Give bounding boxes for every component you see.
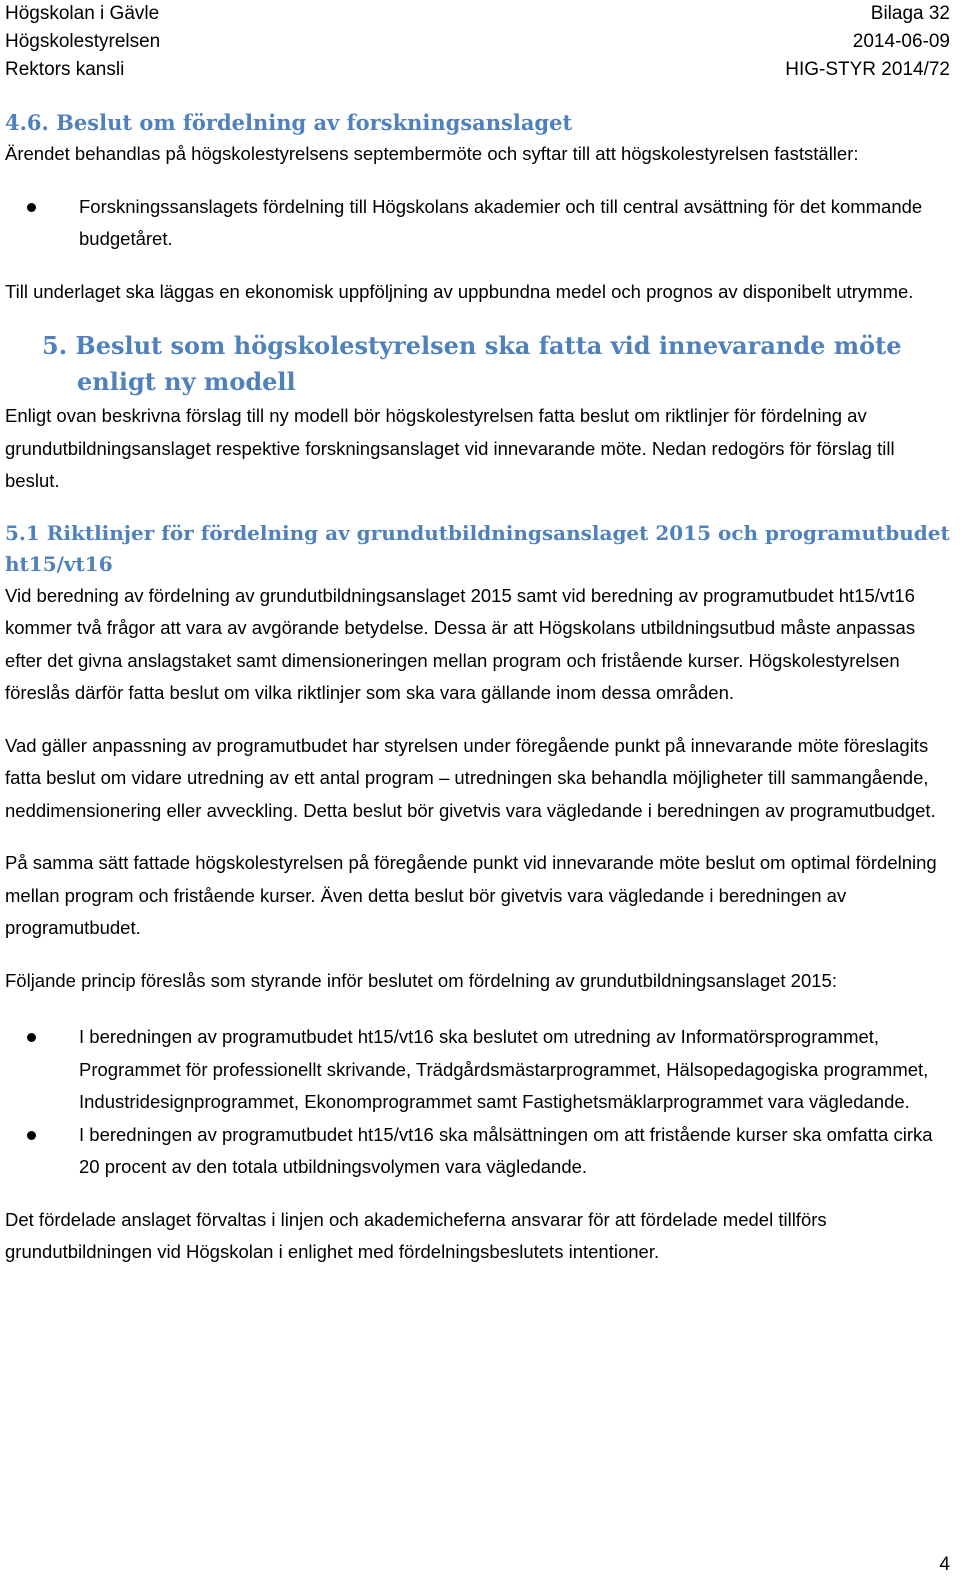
section-5-1-paragraph-5: Det fördelade anslaget förvaltas i linjen och akademicheferna ansvarar för att fördelade medel tillförs grundutbildningen vid Högskolan i enlighet med fördelningsbeslutets intentioner.: [5, 1208, 827, 1262]
section-4-6-intro: Ärendet behandlas på högskolestyrelsens septembermöte och syftar till att högskolestyrelsen fastställer:: [5, 143, 859, 164]
header-reference: HIG-STYR 2014/72: [785, 59, 950, 80]
section-5-1-paragraph-3: På samma sätt fattade högskolestyrelsen på föregående punkt vid innevarande möte beslut om optimal fördelning mellan program och fristående kurser. Även detta beslut bör givetvis vara vägledande i beredningen av programutbudet.: [5, 852, 937, 938]
section-5-1-paragraph-1: Vid beredning av fördelning av grundutbildningsanslaget 2015 samt vid beredning av programutbudet ht15/vt16 kommer två frågor att vara av avgörande betydelse. Dessa är att Högskolans utbildningsutbud måste anpassas efter det givna anslagstaket samt dimensioneringen mellan program och fristående kurser. Högskolestyrelsen föreslås därför fatta beslut om vilka riktlinjer som ska vara gällande inom dessa områden.: [5, 584, 916, 703]
list-item: [5, 1021, 950, 1119]
bullet-icon: [27, 203, 36, 212]
header-date: 2014-06-09: [852, 31, 950, 52]
bullet-icon: [27, 1033, 36, 1042]
section-5-1-heading: 5.1 Riktlinjer för fördelning av grundutbildningsanslaget 2015 och programutbudet ht15/vt16: [5, 520, 950, 576]
header-org: Högskolan i Gävle: [5, 3, 160, 24]
list-item: [5, 191, 950, 256]
page-header: [5, 0, 950, 84]
list-item-text: I beredningen av programutbudet ht15/vt16 ska beslutet om utredning av Informatörsprogrammet, Programmet för professionellt skrivande, Trädgårdsmästarprogrammet, Hälsopedagogiska programmet, Industridesignprogrammet, Ekonomprogrammet samt Fastighetsmäklarprogrammet vara vägledande.: [79, 1026, 929, 1112]
section-4-6-bullet-list: [5, 191, 950, 256]
section-4-6-outro: Till underlaget ska läggas en ekonomisk uppföljning av uppbundna medel och prognos av disponibelt utrymme.: [5, 280, 914, 302]
header-attachment: Bilaga 32: [870, 3, 950, 24]
list-item: [5, 1119, 950, 1184]
page-number: 4: [939, 1554, 950, 1575]
section-5-text: Enligt ovan beskrivna förslag till ny modell bör högskolestyrelsen fatta beslut om riktlinjer för fördelning av grundutbildningsanslaget respektive forskningsanslaget vid innevarande möte. Nedan redogörs för förslag till beslut.: [5, 405, 895, 491]
header-office: Rektors kansli: [5, 59, 125, 80]
section-5-heading: 5. Beslut som högskolestyrelsen ska fatta vid innevarande möte enligt ny modell: [42, 331, 902, 396]
section-5-1-bullet-list: [5, 1021, 950, 1184]
list-item-text: Forskningssanslagets fördelning till Högskolans akademier och till central avsättning för det kommande budgetåret.: [79, 195, 923, 249]
document-body: [5, 108, 950, 1269]
section-4-6-heading: 4.6. Beslut om fördelning av forskningsanslaget: [5, 110, 573, 135]
section-5-1-paragraph-4: Följande princip föreslås som styrande inför beslutet om fördelning av grundutbildningsanslaget 2015:: [5, 969, 837, 991]
section-5-1-paragraph-2: Vad gäller anpassning av programutbudet har styrelsen under föregående punkt på innevarande möte föreslagits fatta beslut om vidare utredning av ett antal program – utredningen ska behandla möjligheter till sammangående, neddimensionering eller avveckling. Detta beslut bör givetvis vara vägledande i beredningen av programutbudget.: [5, 734, 936, 821]
bullet-icon: [27, 1131, 36, 1140]
list-item-text: I beredningen av programutbudet ht15/vt16 ska målsättningen om att fristående kurser ska omfatta cirka 20 procent av den totala utbildningsvolymen vara vägledande.: [79, 1123, 933, 1177]
header-board: Högskolestyrelsen: [5, 31, 161, 52]
